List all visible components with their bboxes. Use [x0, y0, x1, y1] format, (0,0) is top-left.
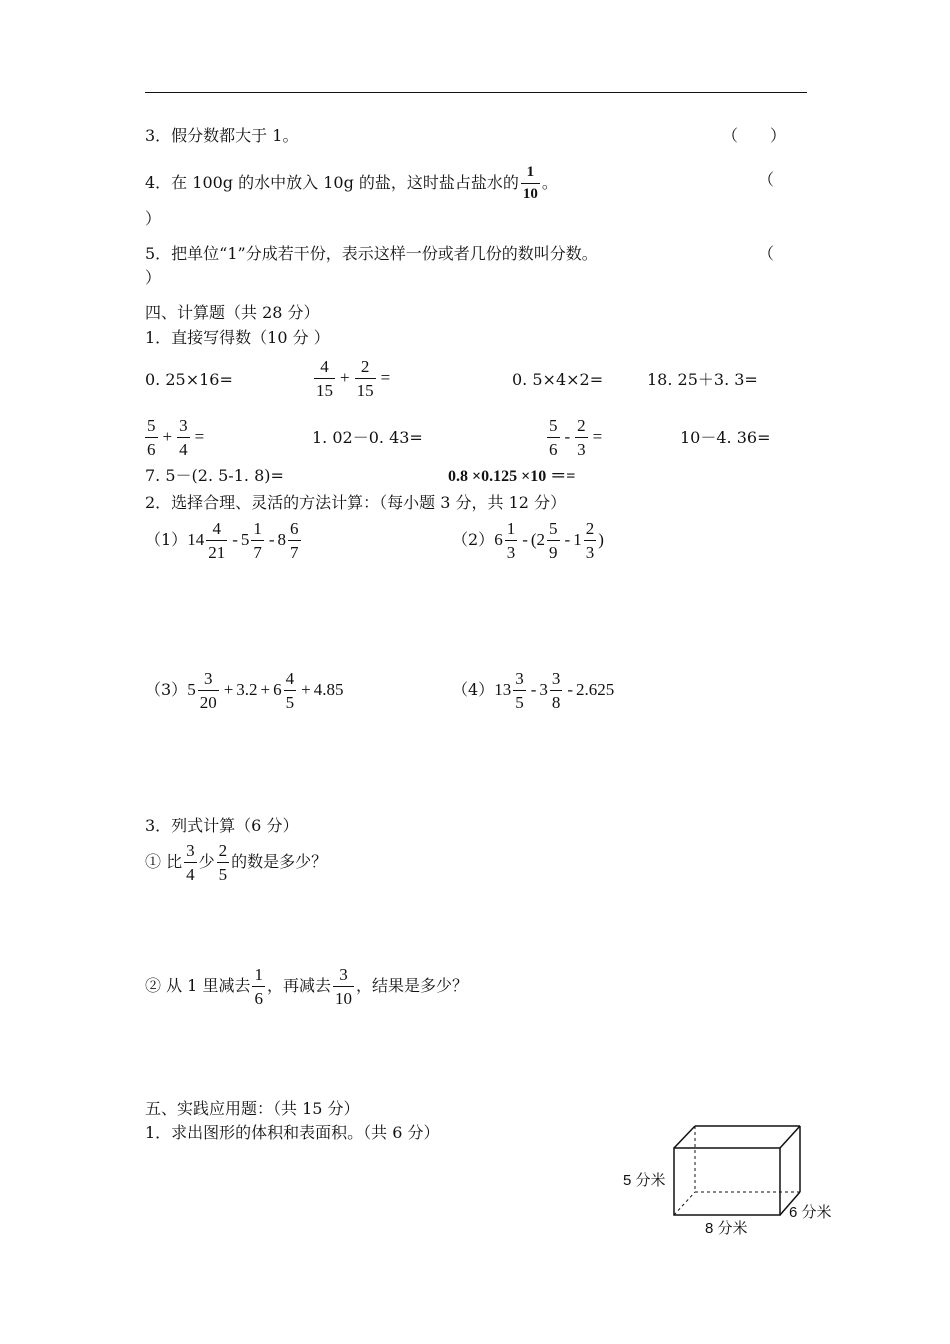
equals: = — [592, 427, 603, 446]
fraction: $\frac{6}{7}$ — [290, 519, 299, 562]
fraction: $\frac{3}{4}$ — [179, 416, 188, 459]
calc-r1c2 — [312, 358, 393, 399]
fraction: $\frac{5}{9}$ — [549, 519, 558, 562]
fraction: $\frac{2}{3}$ — [577, 416, 586, 459]
fraction: $\frac{1}{7}$ — [253, 519, 262, 562]
cuboid-length-label: 8 分米 — [705, 1220, 748, 1237]
fraction: $\frac{2}{3}$ — [585, 519, 595, 562]
fraction: $\frac{5}{6}$ — [549, 416, 558, 459]
section5-title: 五、实践应用题：（共 15 分） — [145, 1099, 360, 1118]
judge-q4 — [145, 165, 558, 202]
part3-title: 3．列式计算（6 分） — [145, 816, 299, 835]
fraction: $\frac{2}{15}$ — [356, 357, 374, 400]
problem-3: （3）5 $\frac{3}{20}$ + 3.2 + 6 $\frac{4}{5}$ + 4.85 — [145, 669, 344, 712]
judge-q5-paren-close[interactable]: ） — [145, 268, 162, 287]
cuboid-front-face — [674, 1148, 780, 1215]
judge-q3 — [145, 126, 298, 146]
calc-r1c1: 0. 25×16= — [145, 370, 233, 389]
fraction: $\frac{3}{4}$ — [186, 841, 195, 884]
fraction: $\frac{4}{5}$ — [285, 669, 295, 712]
cuboid-edge — [780, 1126, 800, 1148]
calc-r1c4: 18. 25＋3. 3= — [647, 370, 758, 389]
judge-q5-paren-open[interactable]: （ — [758, 244, 775, 263]
operator: + — [340, 368, 350, 387]
cuboid-figure — [660, 1120, 810, 1220]
problem-1: （1）14 $\frac{4}{21}$ - 5 $\frac{1}{7}$ - 8 $\frac{6}{7}$ — [145, 519, 299, 562]
fraction: $\frac{1}{3}$ — [506, 519, 516, 562]
fraction: $\frac{3}{10}$ — [334, 965, 352, 1008]
fraction: $\frac{1}{6}$ — [254, 965, 263, 1008]
calc-r3c2: 0.8 ×0.125 ×10 ＝= — [448, 468, 576, 485]
section5-q1: 1．求出图形的体积和表面积。（共 6 分） — [145, 1123, 440, 1142]
word-problem-2: ② 从 1 里减去 $\frac{1}{6}$ ，再减去 $\frac{3}{10}$ ，结果是多少？ — [145, 965, 468, 1008]
problem-label: （1） — [145, 530, 188, 549]
fraction: $\frac{3}{8}$ — [551, 669, 561, 712]
word-problem-1: ① 比 $\frac{3}{4}$ 少 $\frac{2}{5}$ 的数是多少？ — [145, 841, 328, 884]
equals: = — [194, 427, 205, 446]
judge-q4-text: 4．在 100g 的水中放入 10g 的盐，这时盐占盐水的 — [145, 173, 519, 192]
cuboid-width-label: 6 分米 — [789, 1204, 832, 1221]
fraction: $\frac{1}{10}$ — [522, 164, 538, 202]
calc-r2c1 — [143, 417, 207, 458]
fraction: $\frac{3}{5}$ — [515, 669, 524, 712]
calc-r2c3 — [545, 417, 605, 458]
part1-title: 1．直接写得数（10 分 ） — [145, 328, 330, 347]
fraction: $\frac{4}{15}$ — [316, 357, 333, 400]
problem-label: （3） — [145, 680, 188, 699]
calc-r3c1: 7. 5－(2. 5-1. 8)= — [145, 466, 284, 485]
problem-label: （4） — [452, 680, 495, 699]
calc-r1c3: 0. 5×4×2= — [512, 370, 604, 389]
calc-r2c4: 10－4. 36= — [680, 428, 771, 447]
fraction: $\frac{5}{6}$ — [147, 416, 156, 459]
cuboid-edge — [674, 1126, 695, 1148]
calc-r2c2: 1. 02－0. 43= — [312, 428, 423, 447]
problem-label: （2） — [452, 530, 495, 549]
problem-2: （2）6 $\frac{1}{3}$ - (2 $\frac{5}{9}$ - 1 $\frac{2}{3}$ ) — [452, 519, 604, 562]
fraction: $\frac{2}{5}$ — [218, 841, 228, 884]
problem-4: （4）13 $\frac{3}{5}$ - 3 $\frac{3}{8}$ - 2.625 — [452, 669, 615, 712]
operator: - — [564, 427, 571, 446]
judge-q3-text: 3．假分数都大于 1。 — [145, 126, 299, 145]
judge-q4-text-after: 。 — [541, 173, 558, 192]
fraction: $\frac{3}{20}$ — [199, 669, 217, 712]
judge-q5: 5．把单位“1”分成若干份，表示这样一份或者几份的数叫分数。 — [145, 244, 598, 263]
judge-q4-paren-open[interactable]: （ — [758, 170, 775, 189]
header-rule — [145, 92, 807, 93]
cuboid-height-label: 5 分米 — [623, 1172, 666, 1189]
part2-title: 2．选择合理、灵活的方法计算：（每小题 3 分，共 12 分） — [145, 493, 567, 512]
operator: + — [162, 427, 173, 446]
judge-q3-paren[interactable]: （ ） — [722, 126, 787, 145]
equals: = — [380, 368, 391, 387]
cuboid-hidden-edge — [674, 1192, 695, 1215]
section4-title: 四、计算题（共 28 分） — [145, 303, 320, 322]
judge-q4-paren-close[interactable]: ） — [145, 209, 162, 228]
fraction: $\frac{4}{21}$ — [208, 519, 226, 562]
